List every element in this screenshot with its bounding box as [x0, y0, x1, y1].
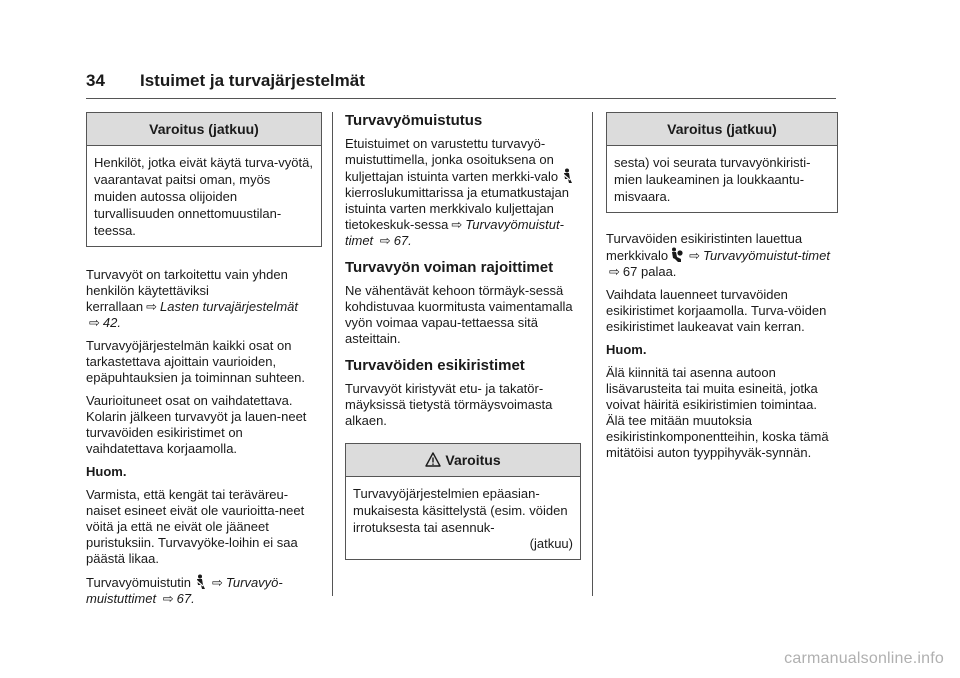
heading-force-limiters: Turvavyön voiman rajoittimet	[345, 259, 554, 276]
page-reference[interactable]: 42.	[102, 315, 121, 330]
column-1	[86, 112, 322, 614]
continued-label: (jatkuu)	[529, 536, 573, 551]
paragraph-damaged-parts: Vaurioituneet osat on vaihdatettava. Kolarin jälkeen turvavyöt ja lauen-neet turvavöiden esikiristimet on vaihdatettava korjaamolla.	[86, 393, 307, 456]
page-title: Istuimet ja turvajärjestelmät	[140, 71, 365, 90]
reference-arrow-icon: ⇨	[689, 248, 701, 263]
warning-box-continued	[606, 112, 838, 213]
reference-arrow-icon: ⇨	[162, 591, 174, 606]
cross-reference-link[interactable]: Turvavyömuistut-timet	[703, 248, 830, 263]
warning-box	[345, 443, 581, 560]
warning-box-text: Henkilöt, jotka eivät käytä turva-vyötä, vaarantavat paitsi oman, myös muiden autossa olijoiden turvallisuuden onnettomuustilan-teessa.	[94, 155, 313, 238]
seatbelt-reminder-icon	[194, 574, 206, 590]
column-3	[606, 112, 838, 468]
cross-reference-link[interactable]: Lasten turvajärjestelmät	[160, 299, 299, 314]
column-divider-2	[592, 112, 593, 596]
note-label: Huom.	[86, 464, 127, 479]
page-number: 34	[86, 71, 105, 90]
heading-pretensioners: Turvavöiden esikiristimet	[345, 357, 525, 374]
page-header	[86, 70, 836, 92]
column-2	[345, 106, 581, 574]
reference-arrow-icon: ⇨	[451, 217, 463, 232]
seatbelt-reminder-icon	[561, 168, 573, 184]
paragraph-force-limiters: Ne vähentävät kehoon törmäyk-sessä kohdistuvaa kuormitusta vaimentamalla vyön voimaa vapau-tettaessa sitä asteittain.	[345, 283, 573, 346]
warning-box-continued	[86, 112, 322, 247]
note-label: Huom.	[606, 342, 647, 357]
warning-box-text: Turvavyöjärjestelmien epäasian-mukaisesta käsittelystä (esim. vöiden irrotuksesta tai asennuk-	[353, 486, 568, 535]
paragraph-pretensioners: Turvavyöt kiristyvät etu- ja takatör-mäyksissä tietystä törmäysvoimasta alkaen.	[345, 381, 553, 428]
airbag-warning-icon	[671, 247, 683, 263]
paragraph-reminder-info: Etuistuimet on varustettu turvavyö-muistuttimella, jonka osoituksena on kuljettajan istuinta varten merkki-valokierroslukumittarissa ja etumatkustajan istuinta varten merkkivalo kuljettajan tietokeskuk-sessa ⇨ Turvavyömuistut-timet ⇨ 67.	[345, 136, 581, 249]
heading-seatbelt-reminder: Turvavyömuistutus	[345, 112, 483, 129]
warning-triangle-icon	[425, 452, 441, 468]
reference-arrow-icon: ⇨	[212, 575, 223, 590]
warning-box-title: Varoitus (jatkuu)	[87, 113, 321, 146]
paragraph-replace-pretensioners: Vaihdata lauenneet turvavöiden esikiristimet korjaamolla. Turva-vöiden esikiristimet laukeavat vain kerran.	[606, 287, 827, 334]
warning-box-title: Varoitus	[346, 444, 580, 477]
cross-reference-link[interactable]: Turvavyö-muistuttimet	[86, 575, 283, 606]
warning-box-title: Varoitus (jatkuu)	[607, 113, 837, 146]
note-text: Älä kiinnitä tai asenna autoon lisävarusteita tai muita esineitä, jotka voivat häiritä esikiristimien toimintaa. Älä tee mitään muutoksia esikiristinkomponentteihin, koska tämä mitätöisi auton tyyppihyväk-synnän.	[606, 365, 829, 460]
reference-arrow-icon: ⇨	[609, 264, 620, 279]
watermark: carmanualsonline.info	[784, 650, 944, 667]
page-reference[interactable]: 67	[622, 264, 638, 279]
reference-arrow-icon: ⇨	[146, 299, 157, 314]
reference-arrow-icon: ⇨	[89, 315, 100, 330]
paragraph-inspection: Turvavyöjärjestelmän kaikki osat on tarkastettava ajoittain vaurioiden, epäpuhtauksien ja toiminnan suhteen.	[86, 338, 305, 385]
note-text: Varmista, että kengät tai teräväreu-naiset esineet eivät ole vaurioitta-neet vöitä ja että ne eivät ole jääneet puristuksiin. Turvavyöke-loihin ei saa päästä likaa.	[86, 487, 305, 566]
paragraph-pretensioner-light: Turvavöiden esikiristinten lauettua merkkivalo ⇨ Turvavyömuistut-timet ⇨ 67 palaa.	[606, 231, 830, 279]
page-reference[interactable]: 67.	[393, 233, 412, 248]
header-rule	[86, 98, 836, 99]
warning-box-text: sesta) voi seurata turvavyönkiristi-mien laukeaminen ja loukkaantu-misvaara.	[614, 155, 811, 204]
column-divider-1	[332, 112, 333, 596]
cross-reference-link[interactable]: Turvavyömuistut-timet	[345, 217, 564, 248]
paragraph-reminder: Turvavyömuistutin ⇨ Turvavyö-muistuttimet ⇨ 67.	[86, 575, 283, 606]
paragraph-belt-usage: Turvavyöt on tarkoitettu vain yhden henkilön käytettäviksi kerrallaan ⇨ Lasten turvajärjestelmät ⇨ 42.	[86, 267, 299, 330]
reference-arrow-icon: ⇨	[379, 233, 391, 248]
page-reference[interactable]: 67.	[176, 591, 195, 606]
